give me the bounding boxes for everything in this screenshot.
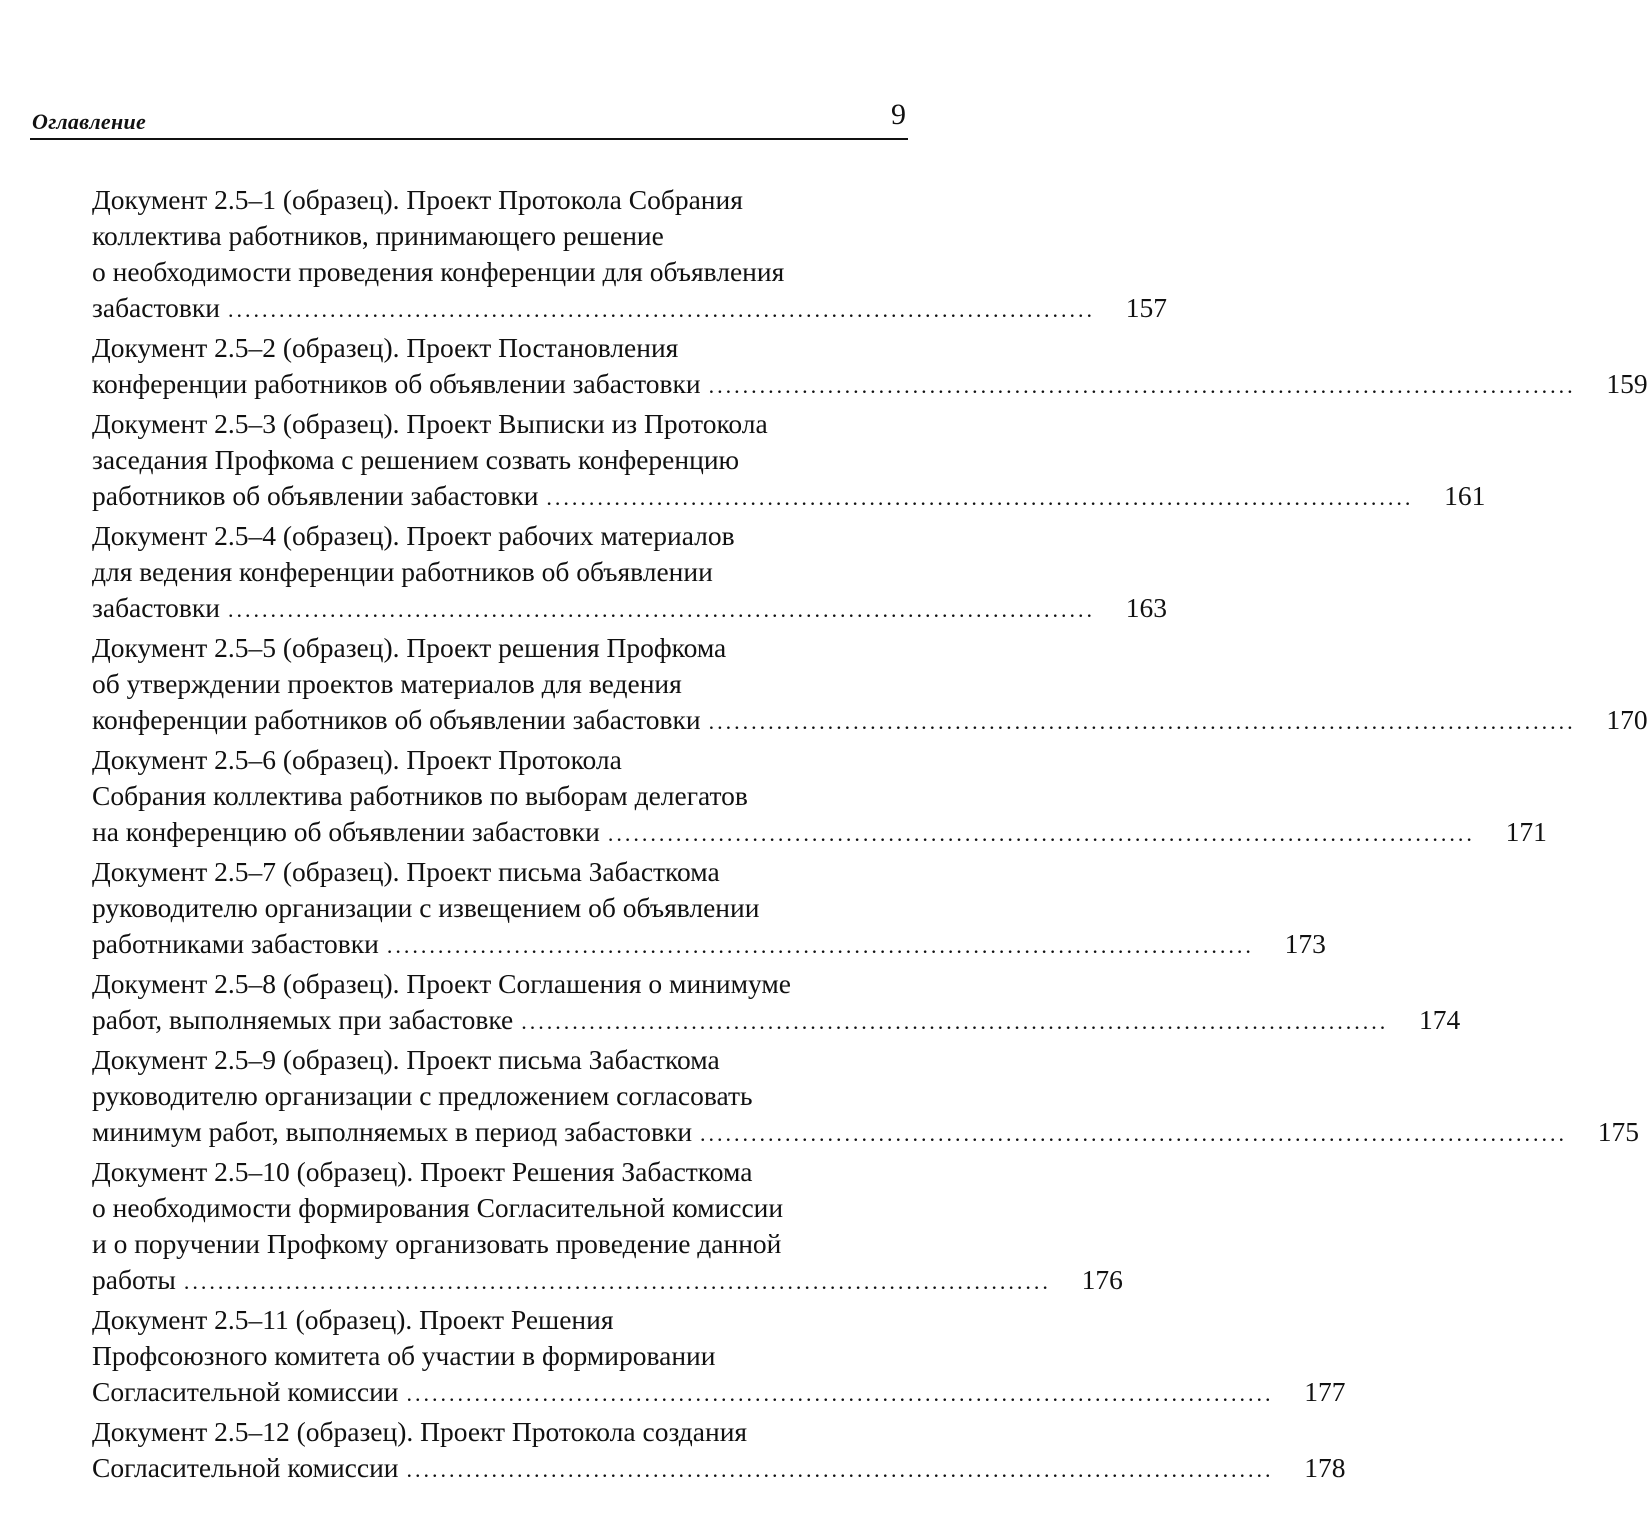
toc-entry-text: забастовки — [92, 592, 220, 623]
toc-entry-line: Документ 2.5–6 (образец). Проект Протокола — [92, 744, 622, 775]
toc-entry-line: Профсоюзного комитета об участии в формировании — [92, 1340, 716, 1371]
dot-leader: ...................................................................................................... — [546, 485, 1414, 510]
toc-page-number: 159 — [1606, 368, 1648, 399]
toc-entry — [92, 630, 1648, 740]
toc-entry-line: для ведения конференции работников об объявлении — [92, 556, 713, 587]
toc-entry — [92, 518, 1167, 628]
toc-entry — [92, 966, 1461, 1040]
dot-leader: ...................................................................................................... — [521, 1009, 1389, 1034]
toc-page-number: 173 — [1284, 928, 1326, 959]
dot-leader: ...................................................................................................... — [607, 821, 1475, 846]
dot-leader: ...................................................................................................... — [386, 933, 1254, 958]
toc-entry — [92, 854, 1326, 964]
dot-leader: ...................................................................................................... — [708, 373, 1576, 398]
toc-entry-last-line — [92, 1450, 1346, 1488]
toc-entry-text: конференции работников об объявлении забастовки — [92, 368, 701, 399]
toc-entry — [92, 406, 1486, 516]
toc-entry-line: Документ 2.5–2 (образец). Проект Постановления — [92, 332, 679, 363]
toc-entry-line: заседания Профкома с решением созвать конференцию — [92, 444, 740, 475]
dot-leader: ...................................................................................................... — [700, 1121, 1568, 1146]
toc-page-number: 175 — [1597, 1116, 1640, 1147]
toc-entry-last-line — [92, 290, 1167, 328]
toc-entry-last-line — [92, 1374, 1346, 1412]
toc-entry-line: руководителю организации с извещением об объявлении — [92, 892, 760, 923]
toc-entry-line: Документ 2.5–3 (образец). Проект Выписки из Протокола — [92, 408, 768, 439]
toc-entry-text: забастовки — [92, 292, 220, 323]
toc-page-number: 161 — [1444, 480, 1486, 511]
toc-entry-last-line — [92, 926, 1326, 964]
toc-entry-text: на конференцию об объявлении забастовки — [92, 816, 600, 847]
toc-page-number: 174 — [1418, 1004, 1461, 1035]
toc-entry-text: Согласительной комиссии — [92, 1452, 399, 1483]
toc-entry-line: Документ 2.5–9 (образец). Проект письма Забасткома — [92, 1044, 720, 1075]
toc-entry-text: работников об объявлении забастовки — [92, 480, 539, 511]
toc-entry-line: Документ 2.5–12 (образец). Проект Протокола создания — [92, 1416, 748, 1447]
toc-page-number: 176 — [1081, 1264, 1123, 1295]
toc-entry-last-line — [92, 814, 1547, 852]
toc-page-number: 163 — [1125, 592, 1167, 623]
toc-entry — [92, 1042, 1640, 1152]
dot-leader: ...................................................................................................... — [227, 597, 1095, 622]
toc-entry-last-line — [92, 590, 1167, 628]
toc-entry-line: Документ 2.5–7 (образец). Проект письма Забасткома — [92, 856, 720, 887]
toc-entry-text: Согласительной комиссии — [92, 1376, 399, 1407]
toc-entry-line: об утверждении проектов материалов для ведения — [92, 668, 682, 699]
toc-entry-last-line — [92, 366, 1648, 404]
toc-entry-line: Документ 2.5–11 (образец). Проект Решения — [92, 1304, 614, 1335]
toc-entry — [92, 1302, 1346, 1412]
toc-entry-last-line — [92, 702, 1648, 740]
toc-entry — [92, 1414, 1346, 1488]
dot-leader: ...................................................................................................... — [406, 1457, 1274, 1482]
page-number: 9 — [891, 98, 906, 131]
dot-leader: ...................................................................................................... — [227, 297, 1095, 322]
toc-page-number: 177 — [1304, 1376, 1346, 1407]
toc-entry-text: минимум работ, выполняемых в период забастовки — [92, 1116, 693, 1147]
toc-page-number: 157 — [1125, 292, 1167, 323]
toc-entry-line: Документ 2.5–10 (образец). Проект Решения Забасткома — [92, 1156, 753, 1187]
toc-entry — [92, 182, 1167, 328]
toc-entry-line: и о поручении Профкому организовать проведение данной — [92, 1228, 782, 1259]
toc-entry-line: коллектива работников, принимающего решение — [92, 220, 664, 251]
toc-entry-line: о необходимости проведения конференции для объявления — [92, 256, 785, 287]
toc-entry-text: работ, выполняемых при забастовке — [92, 1004, 514, 1035]
dot-leader: ...................................................................................................... — [708, 709, 1576, 734]
toc-page-number: 171 — [1505, 816, 1547, 847]
toc-entry-line: Документ 2.5–5 (образец). Проект решения Профкома — [92, 632, 727, 663]
running-head — [30, 98, 908, 140]
table-of-contents — [92, 182, 1648, 1490]
toc-entry-line: о необходимости формирования Согласительной комиссии — [92, 1192, 784, 1223]
toc-entry-last-line — [92, 1002, 1461, 1040]
toc-entry — [92, 1154, 1123, 1300]
toc-entry-line: Документ 2.5–8 (образец). Проект Соглашения о минимуме — [92, 968, 791, 999]
toc-entry — [92, 330, 1648, 404]
toc-page-number: 178 — [1304, 1452, 1346, 1483]
toc-entry-line: Документ 2.5–1 (образец). Проект Протокола Собрания — [92, 184, 743, 215]
toc-entry-last-line — [92, 1114, 1640, 1152]
toc-entry — [92, 742, 1547, 852]
running-title: Оглавление — [32, 109, 147, 134]
toc-entry-text: работниками забастовки — [92, 928, 379, 959]
toc-entry-line: Документ 2.5–4 (образец). Проект рабочих материалов — [92, 520, 735, 551]
toc-entry-line: руководителю организации с предложением согласовать — [92, 1080, 753, 1111]
dot-leader: ...................................................................................................... — [406, 1381, 1274, 1406]
toc-entry-last-line — [92, 478, 1486, 516]
toc-entry-line: Собрания коллектива работников по выборам делегатов — [92, 780, 748, 811]
dot-leader: ...................................................................................................... — [183, 1269, 1051, 1294]
toc-entry-text: работы — [92, 1264, 176, 1295]
toc-entry-last-line — [92, 1262, 1123, 1300]
toc-page-number: 170 — [1606, 704, 1648, 735]
toc-entry-text: конференции работников об объявлении забастовки — [92, 704, 701, 735]
